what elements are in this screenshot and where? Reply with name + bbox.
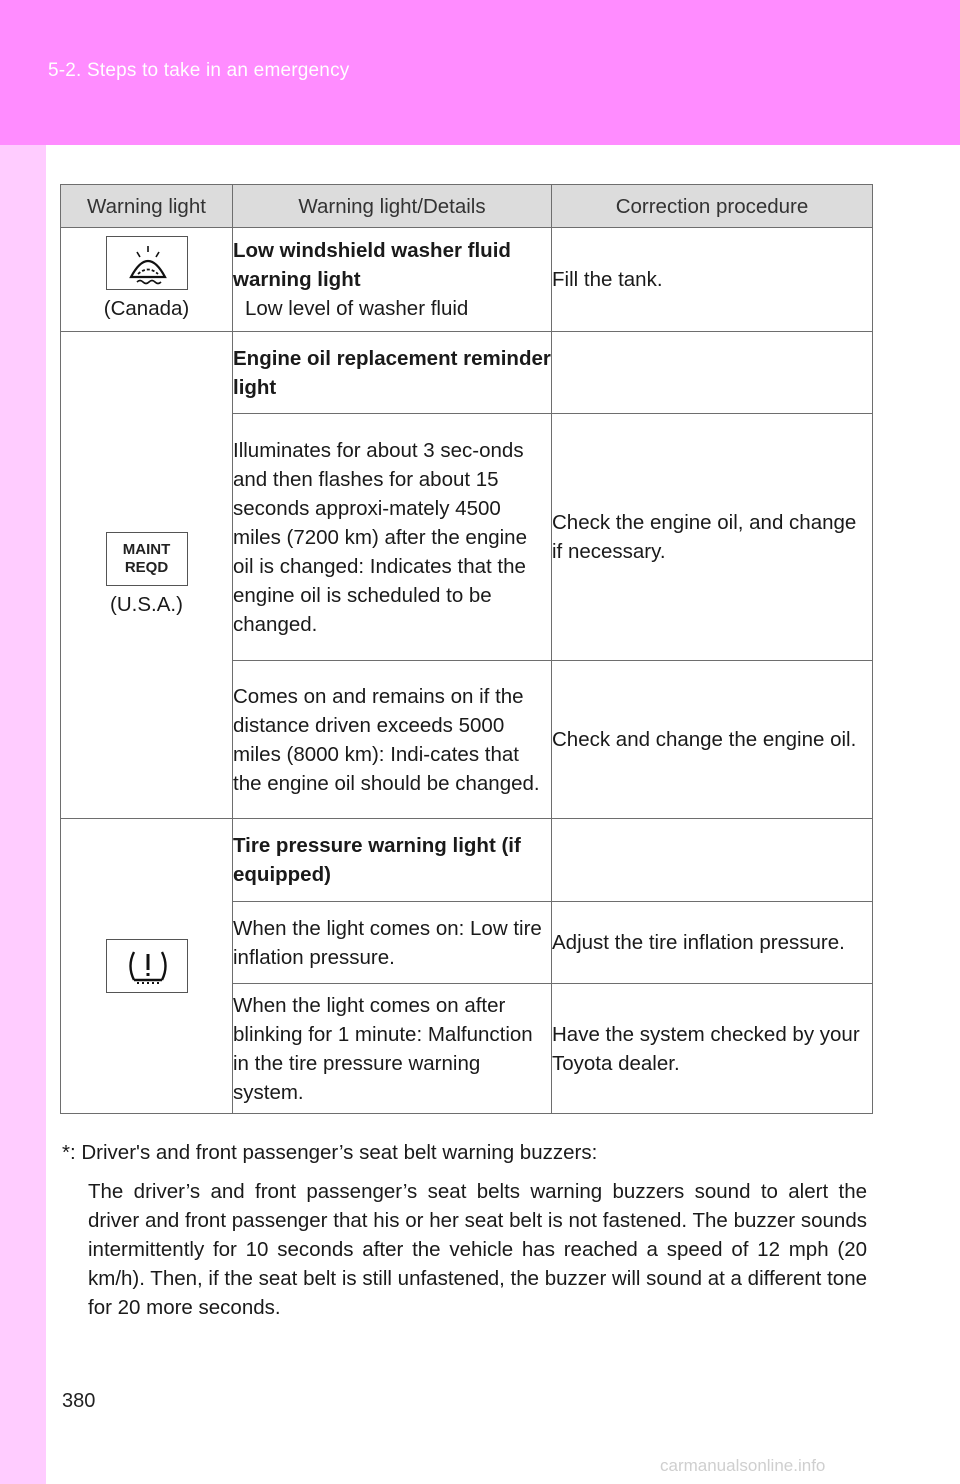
footnote-body: The driver’s and front passenger’s seat belts warning buzzers sound to alert the driver and front passenger that his or her seat belt is not fastened. The buzzer sounds intermittently for 10 seconds after the vehicle has reached a speed of 12 mph (20 km/h). Then, if the seat belt is still unfastened, the buzzer will sound at a different tone for 20 more seconds. <box>88 1180 867 1319</box>
reqd-icon-text: REQD <box>124 558 169 576</box>
tire-pressure-icon <box>106 939 188 993</box>
maint-reqd-icon <box>106 532 188 586</box>
details-cell: Illuminates for about 3 sec-onds and then flashes for about 15 seconds approxi-mately 4500 miles (7200 km) after the engine oil is changed: Indicates that the engine oil is scheduled to be changed. <box>233 414 552 661</box>
details-cell: Comes on and remains on if the distance driven exceeds 5000 miles (8000 km): Indi-cates that the engine oil should be changed. <box>233 661 552 819</box>
maint-icon-text: MAINT <box>122 540 171 558</box>
correction-cell: Fill the tank. <box>552 228 873 332</box>
table-row <box>61 228 873 332</box>
warning-light-title: Low windshield washer fluid warning light <box>233 239 511 291</box>
region-label-canada: (Canada) <box>103 297 190 320</box>
warning-light-detail: Low level of washer fluid <box>245 297 469 320</box>
column-header-correction: Correction procedure <box>552 185 873 228</box>
table-header-row <box>61 185 873 228</box>
correction-cell <box>552 332 873 414</box>
page-number: 380 <box>62 1390 96 1412</box>
region-label-usa: (U.S.A.) <box>110 592 183 616</box>
correction-cell: Check the engine oil, and change if necessary. <box>552 414 873 661</box>
icon-cell <box>61 228 233 332</box>
warning-light-title: Engine oil replacement reminder light <box>233 346 551 399</box>
details-cell <box>233 819 552 902</box>
left-margin-strip <box>0 145 46 1484</box>
details-cell: When the light comes on after blinking for 1 minute: Malfunction in the tire pressure warning system. <box>233 984 552 1114</box>
column-header-details: Warning light/Details <box>233 185 552 228</box>
icon-cell <box>61 819 233 1114</box>
correction-cell: Check and change the engine oil. <box>552 661 873 819</box>
table-row <box>61 819 873 902</box>
warning-light-title: Tire pressure warning light (if equipped) <box>233 834 521 886</box>
column-header-warning-light: Warning light <box>61 185 233 228</box>
watermark: carmanualsonline.info <box>660 1456 826 1475</box>
details-cell <box>233 228 552 332</box>
table-row <box>61 332 873 414</box>
correction-cell: Have the system checked by your Toyota dealer. <box>552 984 873 1114</box>
warning-lights-table <box>60 184 873 1114</box>
footnote-lead: *: Driver's and front passenger’s seat belt warning buzzers: <box>62 1141 598 1164</box>
seat-belt-footnote <box>62 1138 867 1322</box>
page-header <box>0 0 960 145</box>
icon-cell <box>61 332 233 819</box>
correction-cell <box>552 819 873 902</box>
windshield-washer-icon <box>106 236 188 290</box>
section-title: 5-2. Steps to take in an emergency <box>48 60 350 81</box>
details-cell <box>233 332 552 414</box>
correction-cell: Adjust the tire inflation pressure. <box>552 902 873 984</box>
details-cell: When the light comes on: Low tire inflation pressure. <box>233 902 552 984</box>
